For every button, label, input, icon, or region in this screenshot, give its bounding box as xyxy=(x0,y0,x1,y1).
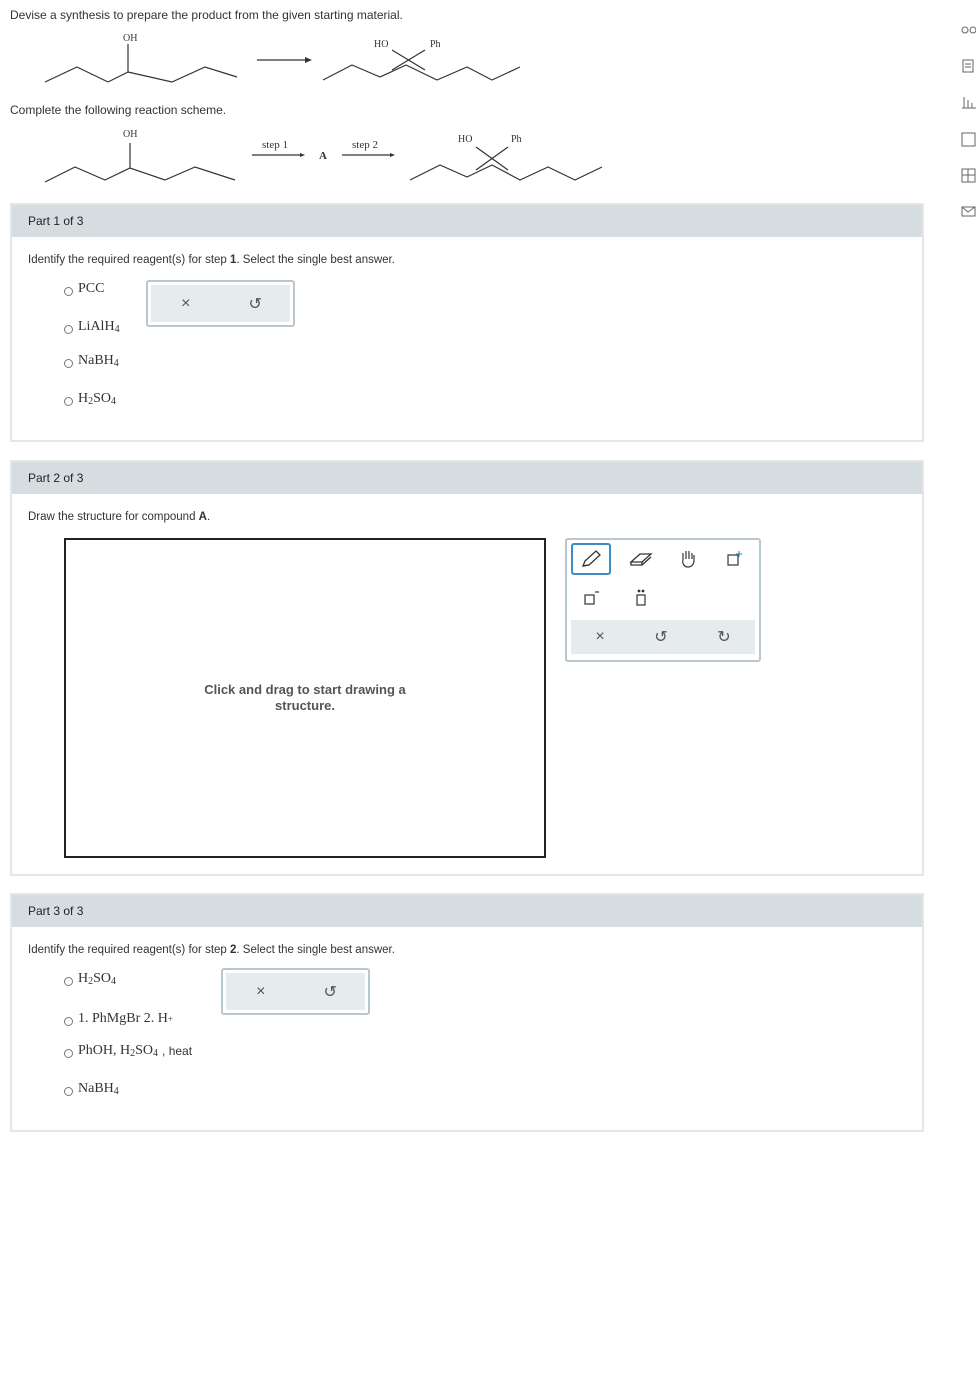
clear-button[interactable] xyxy=(174,292,198,316)
part1-action-box xyxy=(146,280,295,327)
scheme-sm-oh-label: OH xyxy=(123,129,138,140)
eraser-tool[interactable] xyxy=(621,543,661,575)
hand-icon xyxy=(677,548,699,570)
notes-icon xyxy=(960,58,976,74)
pan-tool[interactable] xyxy=(668,543,708,575)
part1-option-pcc[interactable]: PCC xyxy=(64,281,104,297)
radio-button[interactable] xyxy=(64,359,73,368)
part3-card xyxy=(10,893,924,1132)
part1-option-nabh4[interactable]: NaBH $_4$ xyxy=(64,353,119,369)
part1-option-lialh4[interactable]: LiAlH $_4$ xyxy=(64,319,120,335)
toolbox-actions xyxy=(571,620,755,654)
template-add-icon xyxy=(724,548,746,570)
radio-button[interactable] xyxy=(64,397,73,406)
undo-button[interactable] xyxy=(243,292,267,316)
chart-icon xyxy=(960,94,976,110)
calculator-icon xyxy=(960,167,976,183)
step2-label: step 2 xyxy=(352,139,378,151)
scheme-product-ph-label: Ph xyxy=(511,134,522,145)
part3-option-h2so4[interactable]: H $_2$ SO $_4$ xyxy=(64,971,116,987)
lone-pair-icon xyxy=(630,587,652,609)
undo-icon: ↺ xyxy=(654,629,668,646)
side-tool-6[interactable] xyxy=(960,203,976,219)
clear-canvas-button[interactable] xyxy=(588,625,612,649)
periodic-table-icon xyxy=(960,131,976,147)
redo-icon: ↻ xyxy=(717,629,731,646)
radio-button[interactable] xyxy=(64,1017,73,1026)
intermediate-label: A xyxy=(319,150,327,162)
part2-question: Draw the structure for compound A. xyxy=(28,511,211,523)
drawing-canvas[interactable] xyxy=(64,538,546,858)
part3-option-grignard[interactable]: 1. PhMgBr 2. H + xyxy=(64,1011,173,1027)
lone-pair-tool[interactable] xyxy=(621,582,661,614)
charge-tool[interactable] xyxy=(571,582,611,614)
side-tool-1[interactable] xyxy=(960,22,976,38)
sm-bond xyxy=(108,72,128,82)
close-icon: × xyxy=(181,294,191,312)
redo-button[interactable] xyxy=(712,625,736,649)
pencil-icon xyxy=(579,548,603,570)
radio-button[interactable] xyxy=(64,977,73,986)
top-reaction-scheme xyxy=(0,25,560,90)
side-tool-4[interactable] xyxy=(960,131,976,147)
part3-header: Part 3 of 3 xyxy=(12,895,922,927)
part1-card xyxy=(10,203,924,442)
undo-button[interactable] xyxy=(649,625,673,649)
pencil-tool[interactable] xyxy=(571,543,611,575)
add-template-tool[interactable] xyxy=(715,543,755,575)
undo-icon: ↺ xyxy=(248,295,262,313)
side-tool-2[interactable] xyxy=(960,58,976,74)
side-tool-5[interactable] xyxy=(960,167,976,183)
product-ph-label: Ph xyxy=(430,39,441,50)
part3-question: Identify the required reagent(s) for step 2. Select the single best answer. xyxy=(28,944,395,956)
scheme-title: Complete the following reaction scheme. xyxy=(10,103,227,117)
part1-option-h2so4[interactable]: H $_2$ SO $_4$ xyxy=(64,391,116,407)
close-icon: × xyxy=(595,628,605,645)
eraser-icon xyxy=(628,549,654,569)
canvas-hint: Click and drag to start drawing a structure. xyxy=(204,682,406,713)
part3-option-phoh[interactable]: PhOH, H $_2$ SO $_4$ , heat xyxy=(64,1043,192,1059)
question-prompt: Devise a synthesis to prepare the product from the given starting material. xyxy=(10,8,403,22)
mail-icon xyxy=(960,203,976,219)
drawing-toolbox xyxy=(565,538,761,662)
part2-card xyxy=(10,460,924,876)
part1-header: Part 1 of 3 xyxy=(12,205,922,237)
part2-header: Part 2 of 3 xyxy=(12,462,922,494)
reaction-scheme xyxy=(0,125,620,190)
sm-chain-left xyxy=(45,67,108,82)
step1-label: step 1 xyxy=(262,139,288,151)
sm-chain-right xyxy=(128,67,237,82)
radio-button[interactable] xyxy=(64,325,73,334)
part3-option-nabh4[interactable]: NaBH $_4$ xyxy=(64,1081,119,1097)
part1-question: Identify the required reagent(s) for step 1. Select the single best answer. xyxy=(28,254,395,266)
radio-button[interactable] xyxy=(64,287,73,296)
sm-oh-label: OH xyxy=(123,33,138,44)
side-tool-3[interactable] xyxy=(960,94,976,110)
part3-action-box xyxy=(221,968,370,1015)
clear-button[interactable] xyxy=(249,980,273,1004)
scheme-product-ho-label: HO xyxy=(458,134,473,145)
scheme-product-chain xyxy=(410,165,602,180)
binoculars-icon xyxy=(960,24,976,36)
radio-button[interactable] xyxy=(64,1049,73,1058)
undo-button[interactable] xyxy=(318,980,342,1004)
charge-icon xyxy=(580,587,602,609)
close-icon: × xyxy=(256,982,266,1000)
scheme-sm-chain xyxy=(45,167,235,182)
radio-button[interactable] xyxy=(64,1087,73,1096)
undo-icon: ↺ xyxy=(323,983,337,1001)
product-ho-label: HO xyxy=(374,39,389,50)
